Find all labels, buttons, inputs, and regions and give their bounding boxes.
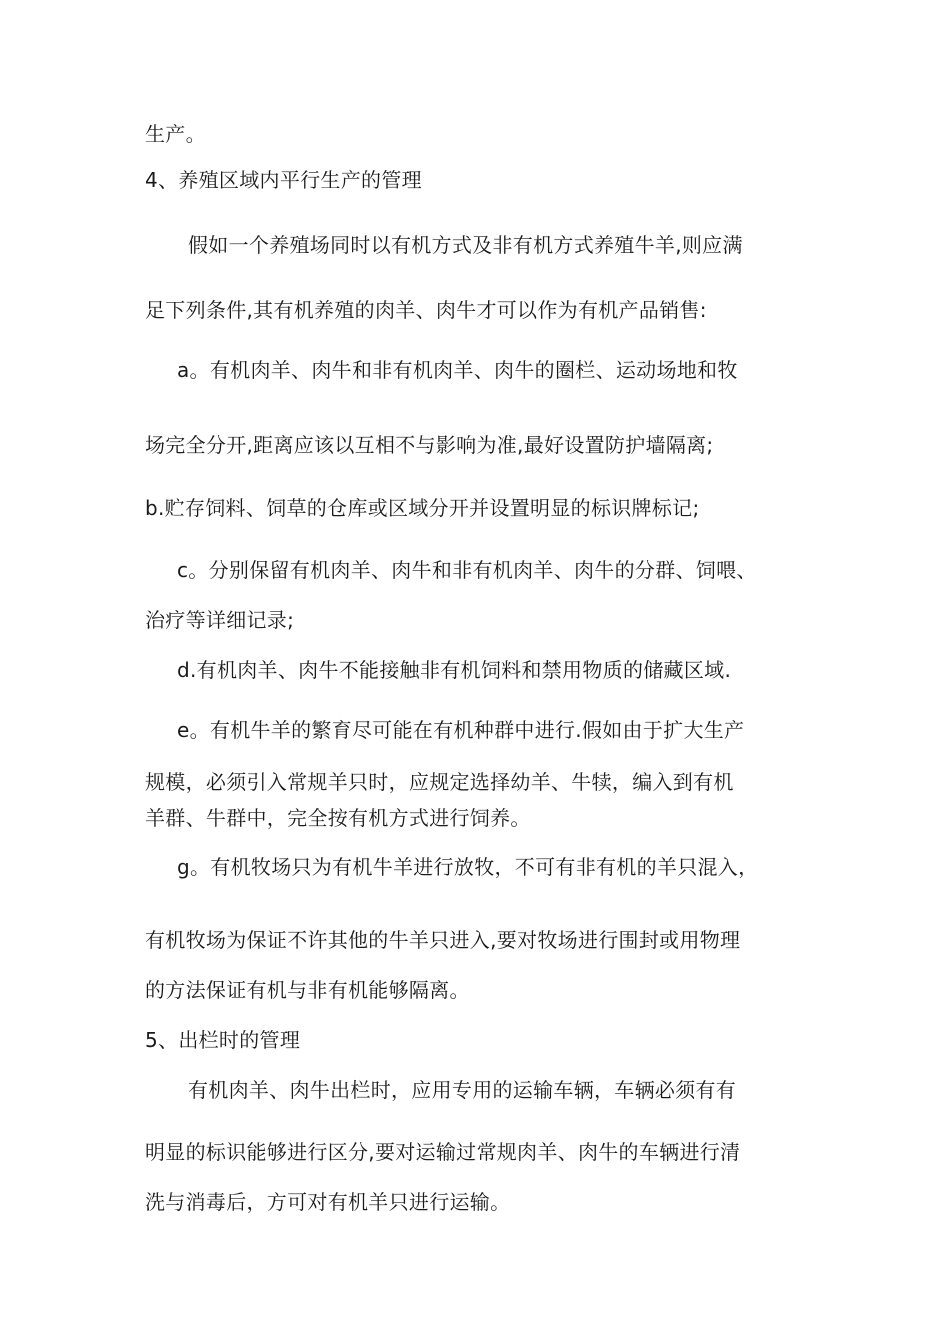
list-item-e-continued: 羊群、牛群中，完全按有机方式进行饲养。 xyxy=(145,806,531,830)
list-item-g-continued: 的方法保证有机与非有机能够隔离。 xyxy=(145,978,470,1002)
list-item-b: b.贮存饲料、饲草的仓库或区域分开并设置明显的标识牌标记; xyxy=(145,496,700,520)
list-item-c: c。分别保留有机肉羊、肉牛和非有机肉羊、肉牛的分群、饲喂、 xyxy=(177,558,757,582)
paragraph-line: 假如一个养殖场同时以有机方式及非有机方式养殖牛羊,则应满 xyxy=(188,233,743,257)
list-item-e-continued: 规模，必须引入常规羊只时，应规定选择幼羊、牛犊，编入到有机 xyxy=(145,770,734,794)
paragraph-line: 足下列条件,其有机养殖的肉羊、肉牛才可以作为有机产品销售: xyxy=(145,298,707,322)
list-item-a: a。有机肉羊、肉牛和非有机肉羊、肉牛的圈栏、运动场地和牧 xyxy=(177,358,738,382)
section-heading-4: 4、养殖区域内平行生产的管理 xyxy=(145,168,422,192)
paragraph-line: 明显的标识能够进行区分,要对运输过常规肉羊、肉牛的车辆进行清 xyxy=(145,1140,741,1164)
list-item-e: e。有机牛羊的繁育尽可能在有机种群中进行.假如由于扩大生产 xyxy=(177,718,745,742)
list-item-a-continued: 场完全分开,距离应该以互相不与影响为准,最好设置防护墙隔离; xyxy=(145,433,714,457)
list-item-g-continued: 有机牧场为保证不许其他的牛羊只进入,要对牧场进行围封或用物理 xyxy=(145,928,741,952)
paragraph-line-continuation: 生产。 xyxy=(145,122,206,146)
section-heading-5: 5、出栏时的管理 xyxy=(145,1028,301,1052)
list-item-d: d.有机肉羊、肉牛不能接触非有机饲料和禁用物质的储藏区域. xyxy=(177,658,732,682)
list-item-g: g。有机牧场只为有机牛羊进行放牧，不可有非有机的羊只混入， xyxy=(177,855,759,879)
list-item-c-continued: 治疗等详细记录; xyxy=(145,608,295,632)
paragraph-line: 洗与消毒后，方可对有机羊只进行运输。 xyxy=(145,1190,511,1214)
paragraph-line: 有机肉羊、肉牛出栏时，应用专用的运输车辆，车辆必须有有 xyxy=(188,1078,737,1102)
